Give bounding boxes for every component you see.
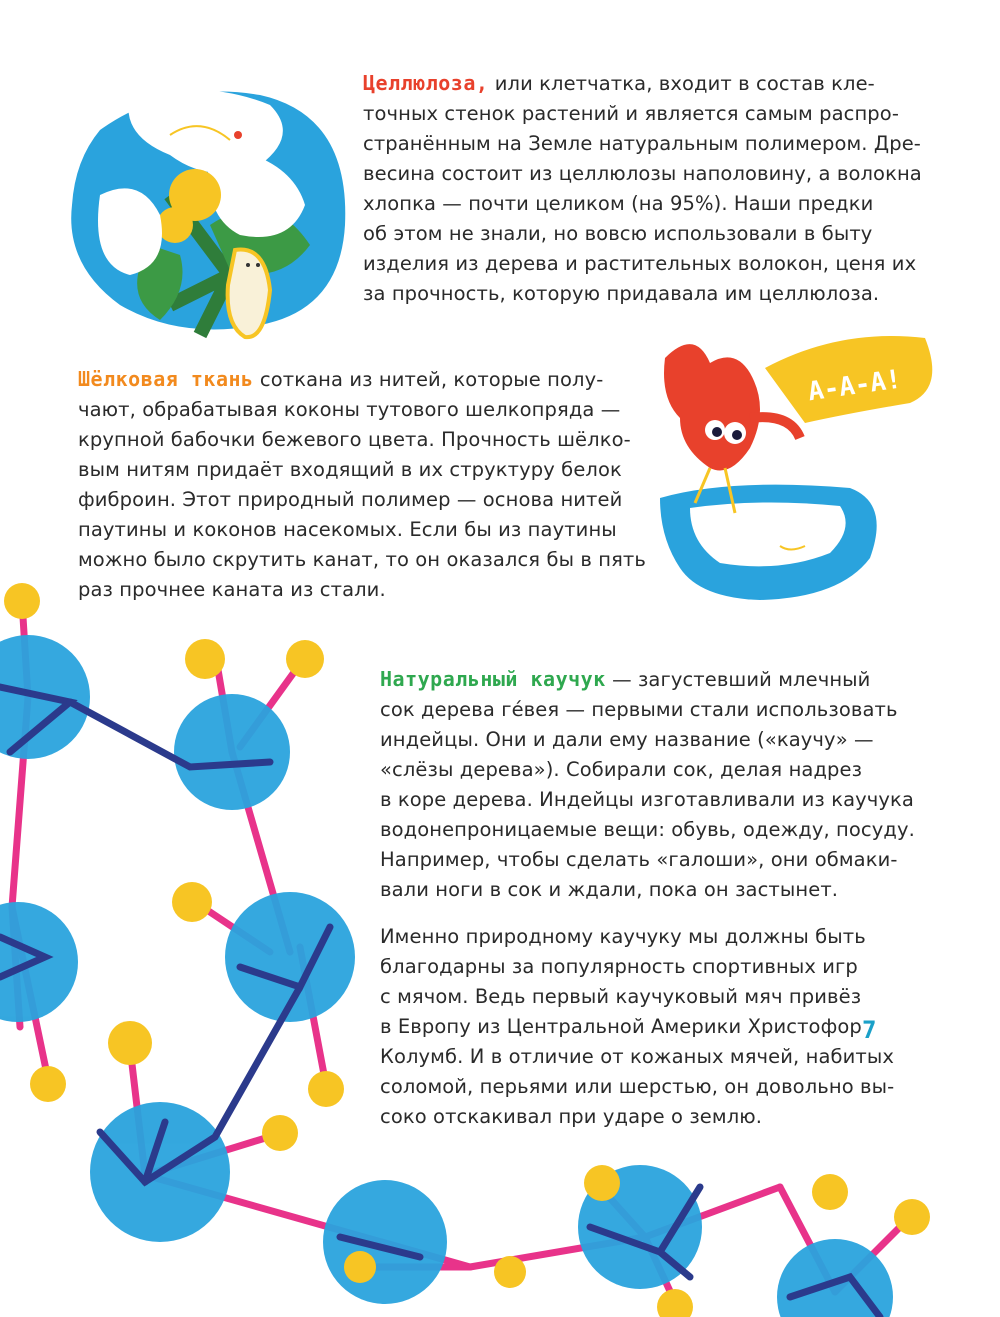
silk-line-1: чают, обрабатывая коконы тутового шелкопряда — bbox=[78, 398, 621, 421]
silk-line-2: крупной бабочки бежевого цвета. Прочность шёлко- bbox=[78, 428, 631, 451]
bird-speech-text: А-А-А! bbox=[806, 364, 904, 408]
silk-line-0: соткана из нитей, которые полу- bbox=[259, 368, 604, 391]
rubber-line-7: вали ноги в сок и ждали, пока он застынет. bbox=[380, 878, 839, 901]
ball-line-4: Колумб. И в отличие от кожаных мячей, набитых bbox=[380, 1045, 895, 1068]
ball-paragraph bbox=[380, 922, 894, 1132]
cellulose-line-7: за прочность, которую придавала им целлюлоза. bbox=[363, 282, 880, 305]
ball-line-3: в Европу из Центральной Америки Христофор bbox=[380, 1015, 862, 1038]
ball-line-0: Именно природному каучуку мы должны быть bbox=[380, 925, 866, 948]
page-number: 7 bbox=[862, 1016, 877, 1044]
rubber-line-6: Например, чтобы сделать «галоши», они обмаки- bbox=[380, 848, 898, 871]
cellulose-line-6: изделия из дерева и растительных волокон, ценя их bbox=[363, 252, 917, 275]
cellulose-line-3: весина состоит из целлюлозы наполовину, а волокна bbox=[363, 162, 922, 185]
cellulose-line-1: точных стенок растений и является самым распро- bbox=[363, 102, 899, 125]
silk-paragraph bbox=[78, 364, 646, 605]
cellulose-line-5: об этом не знали, но вовсю использовали в быту bbox=[363, 222, 873, 245]
bird-with-bowl-illustration bbox=[640, 318, 940, 618]
silk-line-7: раз прочнее каната из стали. bbox=[78, 578, 386, 601]
silk-line-6: можно было скрутить канат, то он оказался бы в пять bbox=[78, 548, 646, 571]
rubber-heading: Натуральный каучук bbox=[380, 667, 606, 691]
rubber-paragraph bbox=[380, 664, 915, 905]
cellulose-line-0: или клетчатка, входит в состав кле- bbox=[494, 72, 875, 95]
rubber-line-2: индейцы. Они и дали ему название («каучу» — bbox=[380, 728, 874, 751]
ball-line-2: с мячом. Ведь первый каучуковый мяч привёз bbox=[380, 985, 862, 1008]
cotton-flower-illustration bbox=[60, 75, 360, 375]
ball-line-6: соко отскакивал при ударе о землю. bbox=[380, 1105, 763, 1128]
rubber-line-4: в коре дерева. Индейцы изготавливали из каучука bbox=[380, 788, 914, 811]
rubber-line-0: — загустевший млечный bbox=[612, 668, 871, 691]
cellulose-paragraph bbox=[363, 68, 922, 309]
cellulose-line-4: хлопка — почти целиком (на 95%). Наши предки bbox=[363, 192, 874, 215]
rubber-line-5: водонепроницаемые вещи: обувь, одежду, посуду. bbox=[380, 818, 915, 841]
cellulose-line-2: странённым на Земле натуральным полимером. Дре- bbox=[363, 132, 921, 155]
cellulose-heading: Целлюлоза, bbox=[363, 71, 489, 95]
rubber-line-1: сок дерева гéвея — первыми стали использовать bbox=[380, 698, 898, 721]
rubber-line-3: «слёзы дерева»). Собирали сок, делая надрез bbox=[380, 758, 863, 781]
silk-line-4: фиброин. Этот природный полимер — основа нитей bbox=[78, 488, 623, 511]
silk-line-3: вым нитям придаёт входящий в их структуру белок bbox=[78, 458, 622, 481]
ball-line-1: благодарны за популярность спортивных игр bbox=[380, 955, 858, 978]
silk-line-5: паутины и коконов насекомых. Если бы из паутины bbox=[78, 518, 617, 541]
ball-line-5: соломой, перьями или шерстью, он довольно вы- bbox=[380, 1075, 895, 1098]
silk-heading: Шёлковая ткань bbox=[78, 367, 254, 391]
